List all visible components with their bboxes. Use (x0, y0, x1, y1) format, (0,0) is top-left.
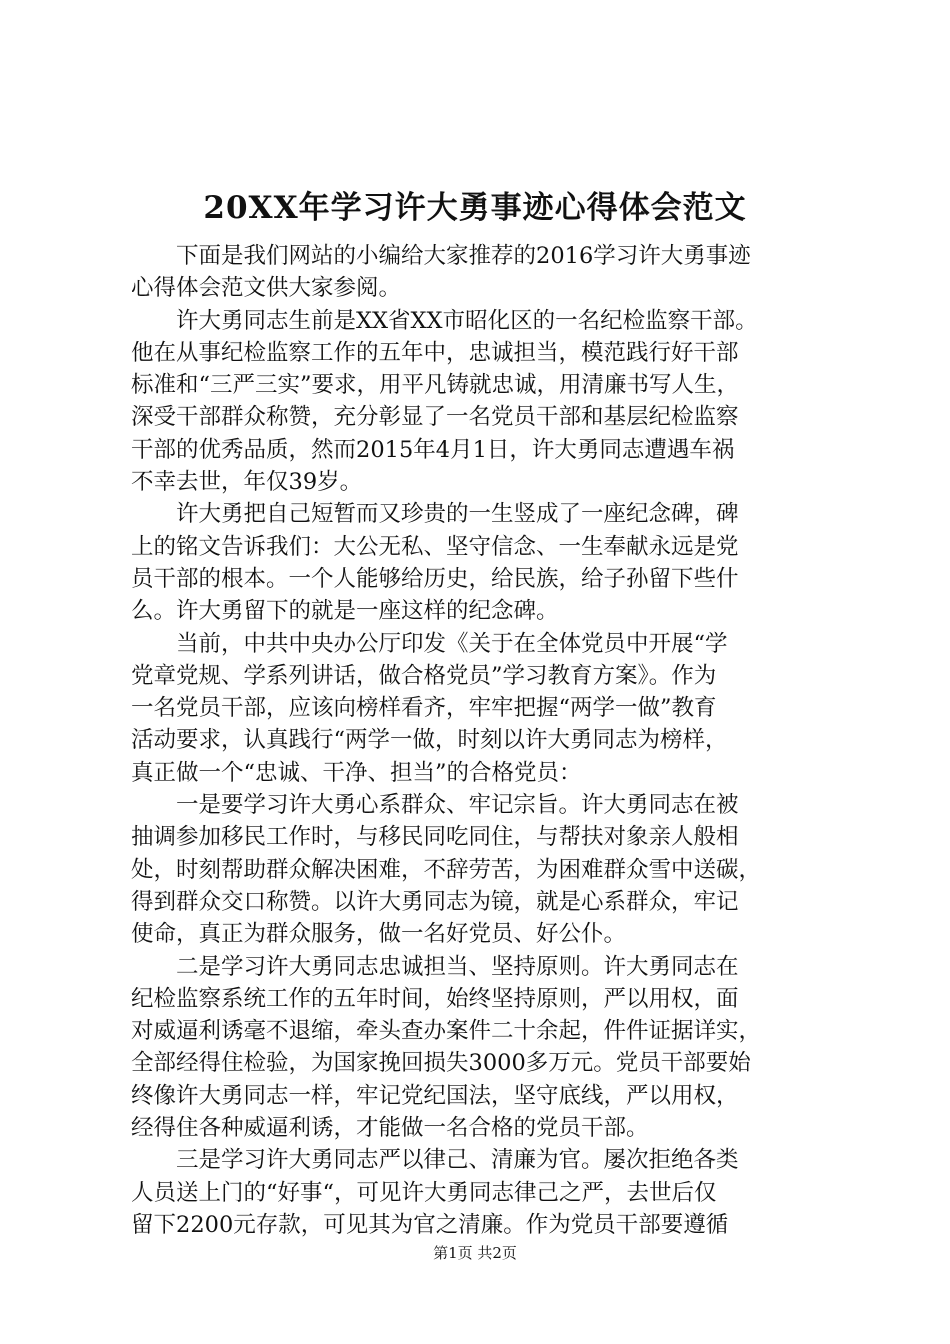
body-line: 一是要学习许大勇心系群众、牢记宗旨。许大勇同志在被 (131, 792, 739, 819)
body-line: 留下2200元存款，可见其为官之清廉。作为党员干部要遵循 (131, 1211, 729, 1238)
body-line: 心得体会范文供大家参阅。 (131, 275, 402, 302)
body-line: 经得住各种威逼利诱，才能做一名合格的党员干部。 (131, 1115, 649, 1142)
page-footer: 第1页 共2页 (433, 1244, 517, 1262)
body-line: 他在从事纪检监察工作的五年中，忠诚担当，模范践行好干部 (131, 339, 739, 366)
body-line: 党章党规、学系列讲话，做合格党员”学习教育方案》。作为 (131, 662, 717, 689)
body-line: 深受干部群众称赞，充分彰显了一名党员干部和基层纪检监察 (131, 404, 739, 431)
body-line: 活动要求，认真践行“两学一做，时刻以许大勇同志为榜样， (131, 727, 728, 754)
body-line: 许大勇同志生前是XX省XX市昭化区的一名纪检监察干部。 (131, 307, 758, 334)
body-line: 二是学习许大勇同志忠诚担当、坚持原则。许大勇同志在 (131, 953, 739, 980)
body-line: 真正做一个“忠诚、干净、担当”的合格党员： (131, 759, 582, 786)
body-line: 全部经得住检验，为国家挽回损失3000多万元。党员干部要始 (131, 1050, 751, 1077)
body-line: 下面是我们网站的小编给大家推荐的2016学习许大勇事迹 (131, 243, 751, 269)
body-line: 上的铭文告诉我们：大公无私、坚守信念、一生奉献永远是党 (131, 533, 739, 560)
body-line: 么。许大勇留下的就是一座这样的纪念碑。 (131, 598, 559, 625)
body-line: 三是学习许大勇同志严以律己、清廉为官。屡次拒绝各类 (131, 1147, 739, 1174)
body-line: 标准和“三严三实”要求，用平凡铸就忠诚，用清廉书写人生， (131, 372, 740, 399)
body-line: 一名党员干部，应该向榜样看齐，牢牢把握“两学一做”教育 (131, 695, 717, 722)
body-line: 终像许大勇同志一样，牢记党纪国法，坚守底线，严以用权， (131, 1082, 739, 1109)
body-line: 当前，中共中央办公厅印发《关于在全体党员中开展“学 (131, 630, 728, 657)
body-line: 员干部的根本。一个人能够给历史，给民族，给子孙留下些什 (131, 565, 739, 592)
body-line: 许大勇把自己短暂而又珍贵的一生竖成了一座纪念碑，碑 (131, 501, 739, 528)
document-body (131, 240, 831, 1241)
body-line: 人员送上门的“好事“，可见许大勇同志律己之严，去世后仅 (131, 1179, 717, 1206)
body-line: 干部的优秀品质，然而2015年4月1日，许大勇同志遭遇车祸 (131, 436, 735, 463)
body-line: 对威逼利诱毫不退缩，牵头查办案件二十余起，件件证据详实， (131, 1018, 762, 1045)
body-line: 抽调参加移民工作时，与移民同吃同住，与帮扶对象亲人般相 (131, 824, 739, 851)
body-line: 纪检监察系统工作的五年时间，始终坚持原则，严以用权，面 (131, 985, 739, 1012)
body-line: 不幸去世，年仅39岁。 (131, 469, 363, 496)
document-title: 20XX年学习许大勇事迹心得体会范文 (203, 190, 747, 226)
body-line: 得到群众交口称赞。以许大勇同志为镜，就是心系群众，牢记 (131, 888, 739, 915)
body-line: 使命，真正为群众服务，做一名好党员、好公仆。 (131, 921, 627, 948)
body-line: 处，时刻帮助群众解决困难，不辞劳苦，为困难群众雪中送碳， (131, 856, 762, 883)
